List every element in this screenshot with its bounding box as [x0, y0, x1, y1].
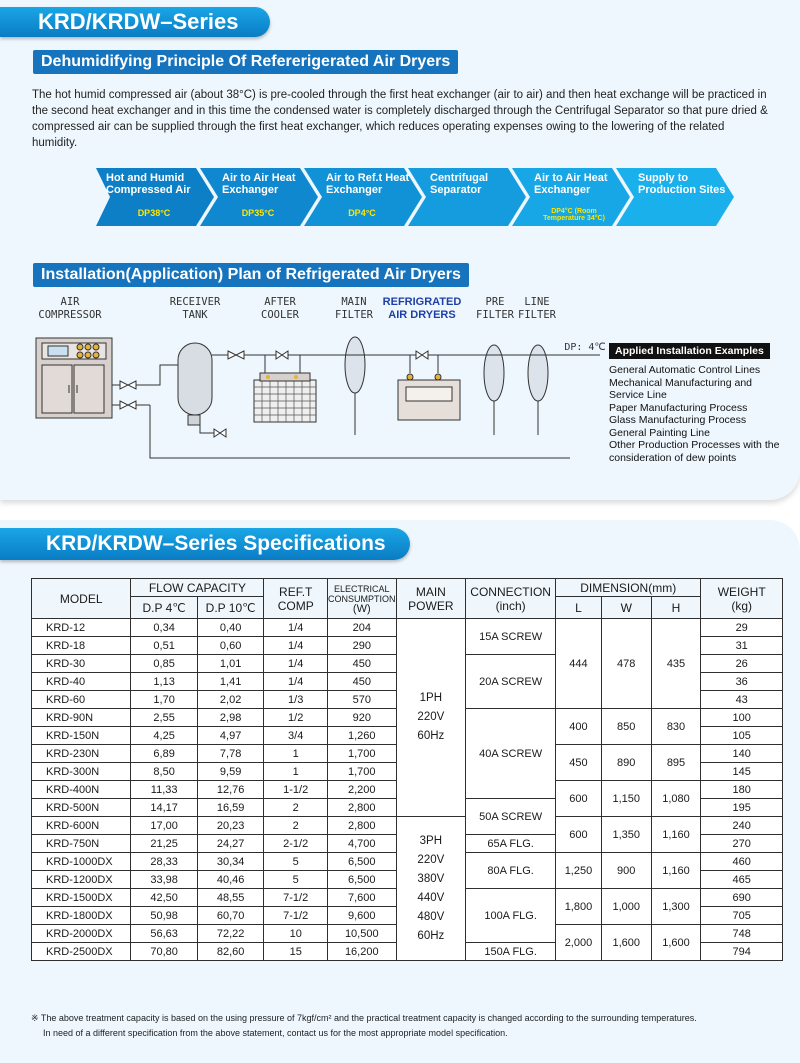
spec-body — [32, 619, 783, 961]
cell-dp4: 0,85 — [131, 655, 198, 673]
cell-model: KRD-230N — [32, 745, 131, 763]
cell-dp10: 24,27 — [197, 835, 264, 853]
example-item: Other Production Processes with the consideration of dew points — [609, 439, 780, 464]
cell-comp: 5 — [264, 853, 328, 871]
cell-dp10: 1,41 — [197, 673, 264, 691]
cell-connection: 80A FLG. — [466, 853, 556, 889]
cell-dp10: 16,59 — [197, 799, 264, 817]
cell-dim-L: 2,000 — [556, 925, 602, 961]
col-dp4: D.P 4℃ — [131, 597, 198, 619]
cell-dp10: 1,01 — [197, 655, 264, 673]
cell-connection: 100A FLG. — [466, 889, 556, 943]
cell-dim-L: 1,800 — [556, 889, 602, 925]
cell-dp4: 70,80 — [131, 943, 198, 961]
flow-step-sub: DP35°C — [241, 208, 275, 218]
cell-dim-H: 435 — [651, 619, 701, 709]
cell-dim-W: 478 — [601, 619, 651, 709]
cell-elec: 4,700 — [328, 835, 397, 853]
cell-dp10: 12,76 — [197, 781, 264, 799]
cell-weight: 145 — [701, 763, 783, 781]
col-connection: CONNECTION (inch) — [466, 579, 556, 619]
cell-model: KRD-1000DX — [32, 853, 131, 871]
cell-dim-L: 600 — [556, 817, 602, 853]
pre-filter-icon — [484, 345, 504, 401]
cell-model: KRD-400N — [32, 781, 131, 799]
cell-dim-W: 1,000 — [601, 889, 651, 925]
cell-elec: 290 — [328, 637, 397, 655]
flow-step-sub: DP4°C — [348, 208, 376, 218]
cell-weight: 100 — [701, 709, 783, 727]
col-elec: ELECTRICAL CONSUMPTION (W) — [328, 579, 397, 619]
cell-dim-W: 1,150 — [601, 781, 651, 817]
cell-model: KRD-40 — [32, 673, 131, 691]
after-cooler-label: AFTER COOLER — [261, 296, 299, 321]
cell-model: KRD-150N — [32, 727, 131, 745]
flow-step — [200, 168, 318, 226]
cell-dp4: 8,50 — [131, 763, 198, 781]
example-item: Glass Manufacturing Process — [609, 414, 747, 426]
cell-dim-H: 1,160 — [651, 817, 701, 853]
cell-connection: 20A SCREW — [466, 655, 556, 709]
flow-step — [408, 168, 526, 226]
cell-elec: 10,500 — [328, 925, 397, 943]
cell-dp10: 30,34 — [197, 853, 264, 871]
cell-dp4: 56,63 — [131, 925, 198, 943]
cell-weight: 460 — [701, 853, 783, 871]
cell-dim-L: 444 — [556, 619, 602, 709]
cell-dp10: 82,60 — [197, 943, 264, 961]
cell-elec: 2,800 — [328, 817, 397, 835]
cell-elec: 1,700 — [328, 763, 397, 781]
flow-step-sub: DP4°C (Room Temperature 34°C) — [543, 208, 605, 222]
cell-model: KRD-30 — [32, 655, 131, 673]
cell-dp4: 0,51 — [131, 637, 198, 655]
flow-step-label: Air to Air Heat Exchanger — [222, 172, 296, 196]
cell-weight: 240 — [701, 817, 783, 835]
note-1: ※ The above treatment capacity is based on the using pressure of 7kgf/cm² and the practical treatment capacity is changed according to the surrounding temperatures. — [31, 1013, 697, 1023]
flow-step-label: Hot and Humid Compressed Air — [106, 172, 191, 196]
cell-connection: 50A SCREW — [466, 799, 556, 835]
col-power: MAIN POWER — [396, 579, 466, 619]
cell-weight: 105 — [701, 727, 783, 745]
cell-elec: 450 — [328, 673, 397, 691]
cell-dp10: 72,22 — [197, 925, 264, 943]
cell-dp4: 14,17 — [131, 799, 198, 817]
cell-dp4: 33,98 — [131, 871, 198, 889]
cell-dp4: 6,89 — [131, 745, 198, 763]
spec-table — [31, 578, 783, 961]
principle-flow — [96, 168, 736, 226]
cell-connection: 40A SCREW — [466, 709, 556, 799]
receiver-tank-icon — [178, 343, 212, 425]
flow-step — [304, 168, 422, 226]
cell-comp: 10 — [264, 925, 328, 943]
cell-dp4: 1,13 — [131, 673, 198, 691]
cell-dim-W: 1,350 — [601, 817, 651, 853]
col-model: MODEL — [32, 579, 131, 619]
col-dimension: DIMENSION(mm) — [556, 579, 701, 597]
cell-weight: 26 — [701, 655, 783, 673]
col-reft: REF.T COMP — [264, 579, 328, 619]
example-item: General Automatic Control Lines — [609, 364, 761, 376]
cell-dp4: 28,33 — [131, 853, 198, 871]
cell-dim-W: 900 — [601, 853, 651, 889]
cell-comp: 1/4 — [264, 655, 328, 673]
cell-dp10: 9,59 — [197, 763, 264, 781]
cell-elec: 450 — [328, 655, 397, 673]
cell-comp: 1 — [264, 763, 328, 781]
cell-connection: 65A FLG. — [466, 835, 556, 853]
cell-model: KRD-1800DX — [32, 907, 131, 925]
receiver-tank-label: RECEIVER TANK — [169, 296, 221, 321]
cell-dp4: 17,00 — [131, 817, 198, 835]
cell-model: KRD-300N — [32, 763, 131, 781]
air-compressor-label: AIR COMPRESSOR — [38, 296, 102, 321]
after-cooler-icon — [254, 373, 316, 422]
cell-dp4: 50,98 — [131, 907, 198, 925]
principle-text: The hot humid compressed air (about 38°C) is pre-cooled through the first heat exchanger (air to air) and then heat exchange will be practiced in the second heat exchanger and in this time the condensed water is completely discharged through the Centrifugal Separator so that pure dried & compressed air can be supplied through the first heat exchanger, which reduces operating expenses owing to the lowering of the related humidity. — [32, 89, 768, 149]
cell-dim-W: 890 — [601, 745, 651, 781]
example-item: Mechanical Manufacturing and Service Line — [609, 376, 753, 401]
cell-weight: 794 — [701, 943, 783, 961]
example-item: General Painting Line — [609, 426, 710, 439]
flow-step-label: Centrifugal Separator — [430, 172, 489, 196]
cell-dim-H: 1,160 — [651, 853, 701, 889]
series-title: KRD/KRDW–Series — [0, 7, 270, 37]
cell-dim-L: 400 — [556, 709, 602, 745]
cell-dim-H: 1,600 — [651, 925, 701, 961]
flow-step-sub: DP38°C — [137, 208, 171, 218]
cell-weight: 29 — [701, 619, 783, 637]
cell-comp: 2 — [264, 799, 328, 817]
cell-model: KRD-1200DX — [32, 871, 131, 889]
cell-dim-L: 1,250 — [556, 853, 602, 889]
cell-weight: 180 — [701, 781, 783, 799]
cell-comp: 1/4 — [264, 637, 328, 655]
installation-diagram — [0, 325, 610, 485]
cell-comp: 5 — [264, 871, 328, 889]
cell-dp4: 21,25 — [131, 835, 198, 853]
cell-comp: 7-1/2 — [264, 907, 328, 925]
cell-dim-H: 830 — [651, 709, 701, 745]
cell-elec: 2,800 — [328, 799, 397, 817]
cell-comp: 15 — [264, 943, 328, 961]
cell-dim-L: 450 — [556, 745, 602, 781]
flow-step-label: Air to Air Heat Exchanger — [534, 172, 608, 196]
cell-comp: 1/3 — [264, 691, 328, 709]
cell-elec: 6,500 — [328, 871, 397, 889]
cell-model: KRD-600N — [32, 817, 131, 835]
examples-heading: Applied Installation Examples — [609, 343, 770, 359]
example-item: Paper Manufacturing Process — [609, 401, 748, 414]
col-weight: WEIGHT (kg) — [701, 579, 783, 619]
cell-dp10: 0,60 — [197, 637, 264, 655]
cell-elec: 9,600 — [328, 907, 397, 925]
cell-weight: 690 — [701, 889, 783, 907]
cell-comp: 3/4 — [264, 727, 328, 745]
cell-comp: 1 — [264, 745, 328, 763]
cell-model: KRD-18 — [32, 637, 131, 655]
flow-step — [96, 168, 214, 226]
cell-model: KRD-1500DX — [32, 889, 131, 907]
cell-elec: 6,500 — [328, 853, 397, 871]
note-2: In need of a different specification from the above statement, contact us for the most appropriate model specification. — [43, 1028, 508, 1038]
cell-model: KRD-60 — [32, 691, 131, 709]
examples-list — [609, 364, 789, 464]
cell-model: KRD-2000DX — [32, 925, 131, 943]
cell-dp4: 42,50 — [131, 889, 198, 907]
cell-weight: 36 — [701, 673, 783, 691]
cell-model: KRD-2500DX — [32, 943, 131, 961]
cell-connection: 150A FLG. — [466, 943, 556, 961]
cell-elec: 1,260 — [328, 727, 397, 745]
cell-dp4: 11,33 — [131, 781, 198, 799]
cell-weight: 31 — [701, 637, 783, 655]
cell-weight: 195 — [701, 799, 783, 817]
cell-weight: 748 — [701, 925, 783, 943]
cell-comp: 7-1/2 — [264, 889, 328, 907]
cell-elec: 16,200 — [328, 943, 397, 961]
cell-comp: 1/4 — [264, 673, 328, 691]
principle-heading: Dehumidifying Principle Of Refererigerated Air Dryers — [33, 50, 458, 74]
line-filter-label: LINE FILTER — [518, 296, 556, 321]
cell-dp4: 2,55 — [131, 709, 198, 727]
cell-dp10: 48,55 — [197, 889, 264, 907]
cell-model: KRD-90N — [32, 709, 131, 727]
cell-elec: 7,600 — [328, 889, 397, 907]
flow-step-label: Air to Ref.t Heat Exchanger — [326, 172, 410, 196]
cell-dp10: 40,46 — [197, 871, 264, 889]
cell-dim-H: 895 — [651, 745, 701, 781]
col-L: L — [556, 597, 602, 619]
cell-dp4: 1,70 — [131, 691, 198, 709]
cell-comp: 2 — [264, 817, 328, 835]
line-filter-icon — [528, 345, 548, 401]
refrigerated-dryer-icon — [398, 374, 460, 420]
air-compressor-icon — [36, 338, 112, 418]
col-flow: FLOW CAPACITY — [131, 579, 264, 597]
cell-dp10: 20,23 — [197, 817, 264, 835]
pre-filter-label: PRE FILTER — [476, 296, 514, 321]
col-dp10: D.P 10℃ — [197, 597, 264, 619]
cell-comp: 1/2 — [264, 709, 328, 727]
col-W: W — [601, 597, 651, 619]
cell-dp10: 7,78 — [197, 745, 264, 763]
refrigerated-dryers-label: REFRIGRATED AIR DRYERS — [382, 296, 462, 321]
cell-dim-L: 600 — [556, 781, 602, 817]
cell-comp: 2-1/2 — [264, 835, 328, 853]
cell-elec: 204 — [328, 619, 397, 637]
cell-dp10: 2,98 — [197, 709, 264, 727]
cell-dp10: 0,40 — [197, 619, 264, 637]
cell-elec: 570 — [328, 691, 397, 709]
cell-dp4: 0,34 — [131, 619, 198, 637]
cell-elec: 2,200 — [328, 781, 397, 799]
cell-comp: 1/4 — [264, 619, 328, 637]
table-row — [32, 619, 783, 637]
cell-dim-H: 1,080 — [651, 781, 701, 817]
cell-dim-W: 850 — [601, 709, 651, 745]
spec-heading: KRD/KRDW–Series Specifications — [0, 528, 410, 560]
cell-comp: 1-1/2 — [264, 781, 328, 799]
cell-weight: 43 — [701, 691, 783, 709]
cell-dp4: 4,25 — [131, 727, 198, 745]
main-filter-label: MAIN FILTER — [335, 296, 373, 321]
flow-step — [512, 168, 630, 226]
cell-weight: 140 — [701, 745, 783, 763]
cell-weight: 465 — [701, 871, 783, 889]
installation-heading: Installation(Application) Plan of Refrigerated Air Dryers — [33, 263, 469, 287]
cell-dim-H: 1,300 — [651, 889, 701, 925]
dew-point-label: DP: 4℃ — [564, 342, 606, 353]
cell-weight: 705 — [701, 907, 783, 925]
flow-step — [616, 168, 734, 226]
cell-elec: 1,700 — [328, 745, 397, 763]
main-filter-icon — [345, 337, 365, 393]
cell-dim-W: 1,600 — [601, 925, 651, 961]
cell-power: 3PH 220V 380V 440V 480V 60Hz — [396, 817, 466, 961]
col-H: H — [651, 597, 701, 619]
cell-model: KRD-12 — [32, 619, 131, 637]
table-row — [32, 817, 783, 835]
cell-dp10: 4,97 — [197, 727, 264, 745]
cell-elec: 920 — [328, 709, 397, 727]
cell-dp10: 60,70 — [197, 907, 264, 925]
cell-weight: 270 — [701, 835, 783, 853]
cell-power: 1PH 220V 60Hz — [396, 619, 466, 817]
flow-step-label: Supply to Production Sites — [638, 172, 726, 196]
cell-model: KRD-750N — [32, 835, 131, 853]
cell-model: KRD-500N — [32, 799, 131, 817]
cell-connection: 15A SCREW — [466, 619, 556, 655]
cell-dp10: 2,02 — [197, 691, 264, 709]
